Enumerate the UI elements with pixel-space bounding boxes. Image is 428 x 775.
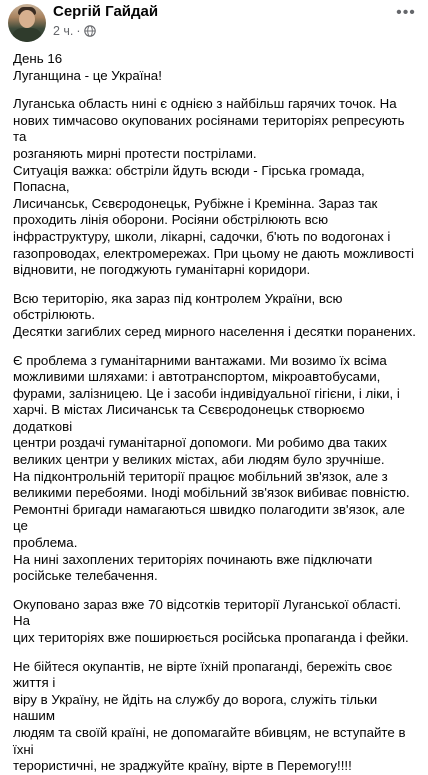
more-icon[interactable]: ••• [396, 4, 416, 21]
text-line: проходить лінія оборони. Росіяни обстрілюють всю [13, 212, 329, 228]
post-meta [53, 24, 96, 38]
text-line: Ремонтні бригади намагаються швидко полагодити зв'язок, але це [13, 501, 405, 534]
paragraph-4 [13, 597, 418, 647]
text-line: Є проблема з гуманітарними вантажами. Ми возимо їх всіма [13, 352, 387, 368]
text-line: Не бійтеся окупантів, не вірте їхній пропаганді, бережіть своє життя і [13, 658, 393, 691]
text-line: цих територіях вже поширюється російська пропаганда і фейки. [13, 630, 409, 645]
paragraph-1 [13, 96, 418, 279]
paragraph-2 [13, 291, 418, 341]
text-line: інфраструктуру, школи, лікарні, садочки, б'ють по водогонах і [13, 228, 391, 244]
text-line: можливими шляхами: і автотранспортом, мікроавтобусами, [13, 369, 381, 385]
post-time[interactable]: 2 ч. [53, 24, 74, 38]
text-line: проблема. [13, 535, 78, 551]
globe-icon[interactable] [84, 25, 96, 37]
author-name[interactable]: Сергій Гайдай [53, 3, 159, 20]
text-line: нових тимчасово окупованих росіянами територіях репресують та [13, 112, 405, 145]
text-line: розганяють мирні протести пострілами. [13, 145, 257, 161]
text-line: Десятки загиблих серед мирного населення і десятки поранених. [13, 323, 416, 339]
text-line: великих центри у великих містах, аби людям було зручніше. [13, 452, 385, 468]
text-line: людям та своїй країні, не допомагайте вбивцям, не вступайте в їхні [13, 724, 406, 757]
text-line: віру в Україну, не йдіть на службу до ворога, служіть тільки нашим [13, 691, 378, 724]
text-line: центри роздачі гуманітарної допомоги. Ми робимо два таких [13, 435, 387, 451]
text-line: На нині захоплених територіях починають вже підключати [13, 551, 373, 567]
text-line: Луганська область нині є однією з найбільш гарячих точок. На [13, 96, 397, 112]
text-line: російське телебачення. [13, 568, 158, 584]
post-heading-slogan: Луганщина - це Україна! [13, 67, 162, 83]
avatar[interactable] [8, 4, 46, 42]
text-line: харчі. В містах Лисичанськ та Сєвєродонецьк створюємо додаткові [13, 402, 365, 434]
text-line: терористичні, не зраджуйте країну, вірте в Перемогу!!!! [13, 758, 352, 774]
post-text [13, 51, 418, 775]
paragraph-3 [13, 353, 418, 585]
post-header [0, 0, 428, 46]
text-line: газопроводах, електромережах. При цьому не дають можливості [13, 245, 414, 261]
text-line: Лисичанськ, Сєвєродонецьк, Рубіжне і Кремінна. Зараз так [13, 195, 378, 211]
text-line: фурами, залізницею. Це і засоби індивідуальної гігієни, і ліки, і [13, 385, 400, 401]
text-line: Ситуація важка: обстріли йдуть всюди - Гірська громада, Попасна, [13, 162, 365, 195]
text-line: Всю територію, яка зараз під контролем України, всю обстрілюють. [13, 290, 343, 323]
text-line: великими перебоями. Іноді мобільний зв'язок вибиває повністю. [13, 485, 410, 501]
text-line: Окуповано зараз вже 70 відсотків території Луганської області. На [13, 596, 402, 629]
text-line: відновити, не погоджують гуманітарні коридори. [13, 262, 311, 278]
text-line: На підконтрольній території працює мобільний зв'язок, але з [13, 468, 388, 484]
paragraph-5 [13, 659, 418, 775]
post-heading-day: День 16 [13, 51, 63, 66]
meta-separator: · [76, 24, 81, 38]
